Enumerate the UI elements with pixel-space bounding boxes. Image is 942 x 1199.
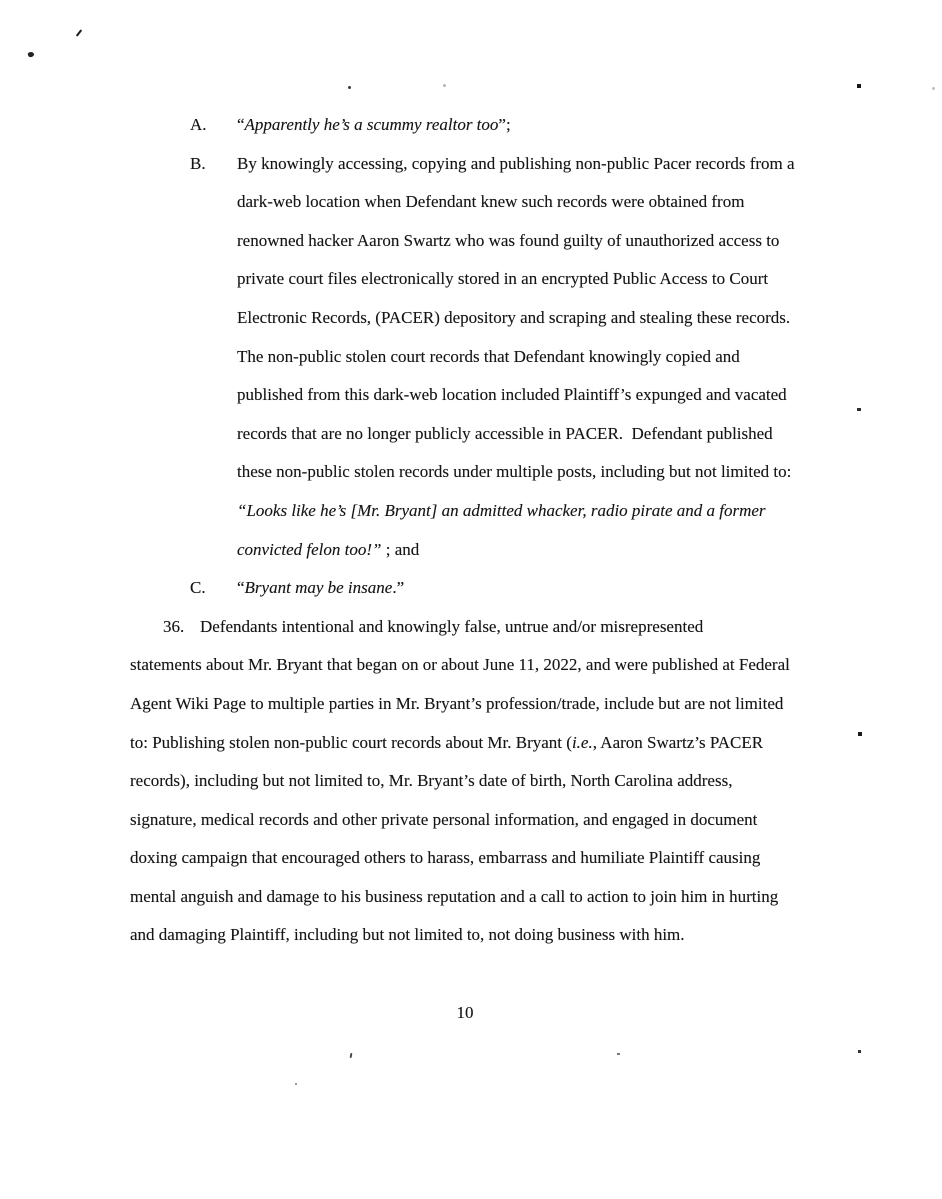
text-run: Defendants intentional and knowingly false, untrue and/or misrepresented	[200, 616, 704, 636]
text-run: Agent Wiki Page to multiple parties in Mr. Bryant’s profession/trade, include but are not limited	[130, 693, 784, 713]
text-line	[130, 685, 890, 724]
text-run: , Aaron Swartz’s PACER	[592, 732, 764, 752]
text-run: statements about Mr. Bryant that began on or about June 11, 2022, and were published at Federal	[130, 655, 790, 675]
text-run: By knowingly accessing, copying and publishing non-public Pacer records from a	[237, 153, 795, 173]
text-run: private court files electronically stored in an encrypted Public Access to Court	[237, 269, 769, 289]
list-item-b	[130, 145, 890, 570]
scan-artifact	[857, 84, 861, 88]
text-run: signature, medical records and other private personal information, and engaged in document	[130, 809, 758, 829]
scan-artifact	[857, 408, 861, 411]
text-line	[237, 106, 890, 145]
text-run: dark-web location when Defendant knew such records were obtained from	[237, 192, 745, 212]
text-run: Electronic Records, (PACER) depository and scraping and stealing these records.	[237, 307, 791, 327]
text-line	[130, 801, 890, 840]
text-line	[237, 145, 890, 184]
text-run: “	[237, 578, 245, 598]
text-line	[130, 916, 890, 955]
text-line	[130, 878, 890, 917]
text-run: Apparently he’s a scummy realtor too	[244, 115, 499, 134]
text-run: mental anguish and damage to his business reputation and a call to action to join him in hurting	[130, 886, 779, 906]
text-line	[130, 608, 890, 647]
text-run: and damaging Plaintiff, including but not limited to, not doing business with him.	[130, 925, 685, 945]
text-line	[237, 338, 890, 377]
text-line	[237, 492, 890, 531]
text-run: records that are no longer publicly accessible in PACER. Defendant published	[237, 423, 773, 443]
text-line	[237, 222, 890, 261]
page-number: 10	[456, 1003, 474, 1022]
list-item-label: C.	[190, 578, 206, 598]
scan-artifact	[858, 732, 862, 736]
text-run: ; and	[381, 539, 420, 559]
text-run: “Looks like he’s [Mr. Bryant] an admitted whacker, radio pirate and a former	[237, 500, 766, 520]
scan-artifact	[350, 1053, 353, 1058]
scan-artifact	[76, 29, 83, 37]
scan-artifact	[27, 51, 34, 58]
scan-artifact	[858, 1050, 861, 1053]
text-line	[237, 376, 890, 415]
scan-artifact	[348, 86, 351, 89]
text-run: “	[237, 115, 245, 134]
scan-artifact	[295, 1083, 297, 1085]
text-run: .”	[392, 578, 405, 598]
list-item-label: B.	[190, 153, 206, 173]
list-item-label: A.	[190, 115, 207, 134]
text-line	[237, 531, 890, 570]
scan-artifact	[932, 87, 935, 90]
text-run: i.e.	[571, 732, 593, 752]
text-line	[130, 762, 890, 801]
text-run: convicted felon too!”	[237, 539, 382, 559]
text-line	[130, 839, 890, 878]
paragraph-number: 36.	[163, 616, 185, 636]
text-run: doxing campaign that encouraged others to harass, embarrass and humiliate Plaintiff causing	[130, 848, 761, 868]
list-item-c	[130, 569, 890, 608]
text-line	[130, 724, 890, 763]
text-line	[237, 453, 890, 492]
text-run: published from this dark-web location included Plaintiff’s expunged and vacated	[237, 385, 787, 405]
text-run: The non-public stolen court records that Defendant knowingly copied and	[237, 346, 740, 366]
document-body	[130, 106, 890, 955]
text-run: these non-public stolen records under multiple posts, including but not limited to:	[237, 462, 792, 482]
text-run: records), including but not limited to, Mr. Bryant’s date of birth, North Carolina address,	[130, 771, 733, 791]
text-line	[130, 646, 890, 685]
text-line	[237, 260, 890, 299]
text-run: ”;	[498, 115, 511, 134]
text-line	[237, 415, 890, 454]
scan-artifact	[617, 1053, 620, 1055]
text-run: Bryant may be insane	[244, 578, 393, 598]
paragraph-36	[130, 608, 890, 955]
text-line	[237, 183, 890, 222]
text-run: renowned hacker Aaron Swartz who was found guilty of unauthorized access to	[237, 230, 780, 250]
text-line	[237, 569, 890, 608]
list-item-a	[130, 106, 890, 145]
text-run: to: Publishing stolen non-public court records about Mr. Bryant (	[130, 732, 572, 752]
scan-artifact	[443, 84, 446, 87]
text-line	[237, 299, 890, 338]
